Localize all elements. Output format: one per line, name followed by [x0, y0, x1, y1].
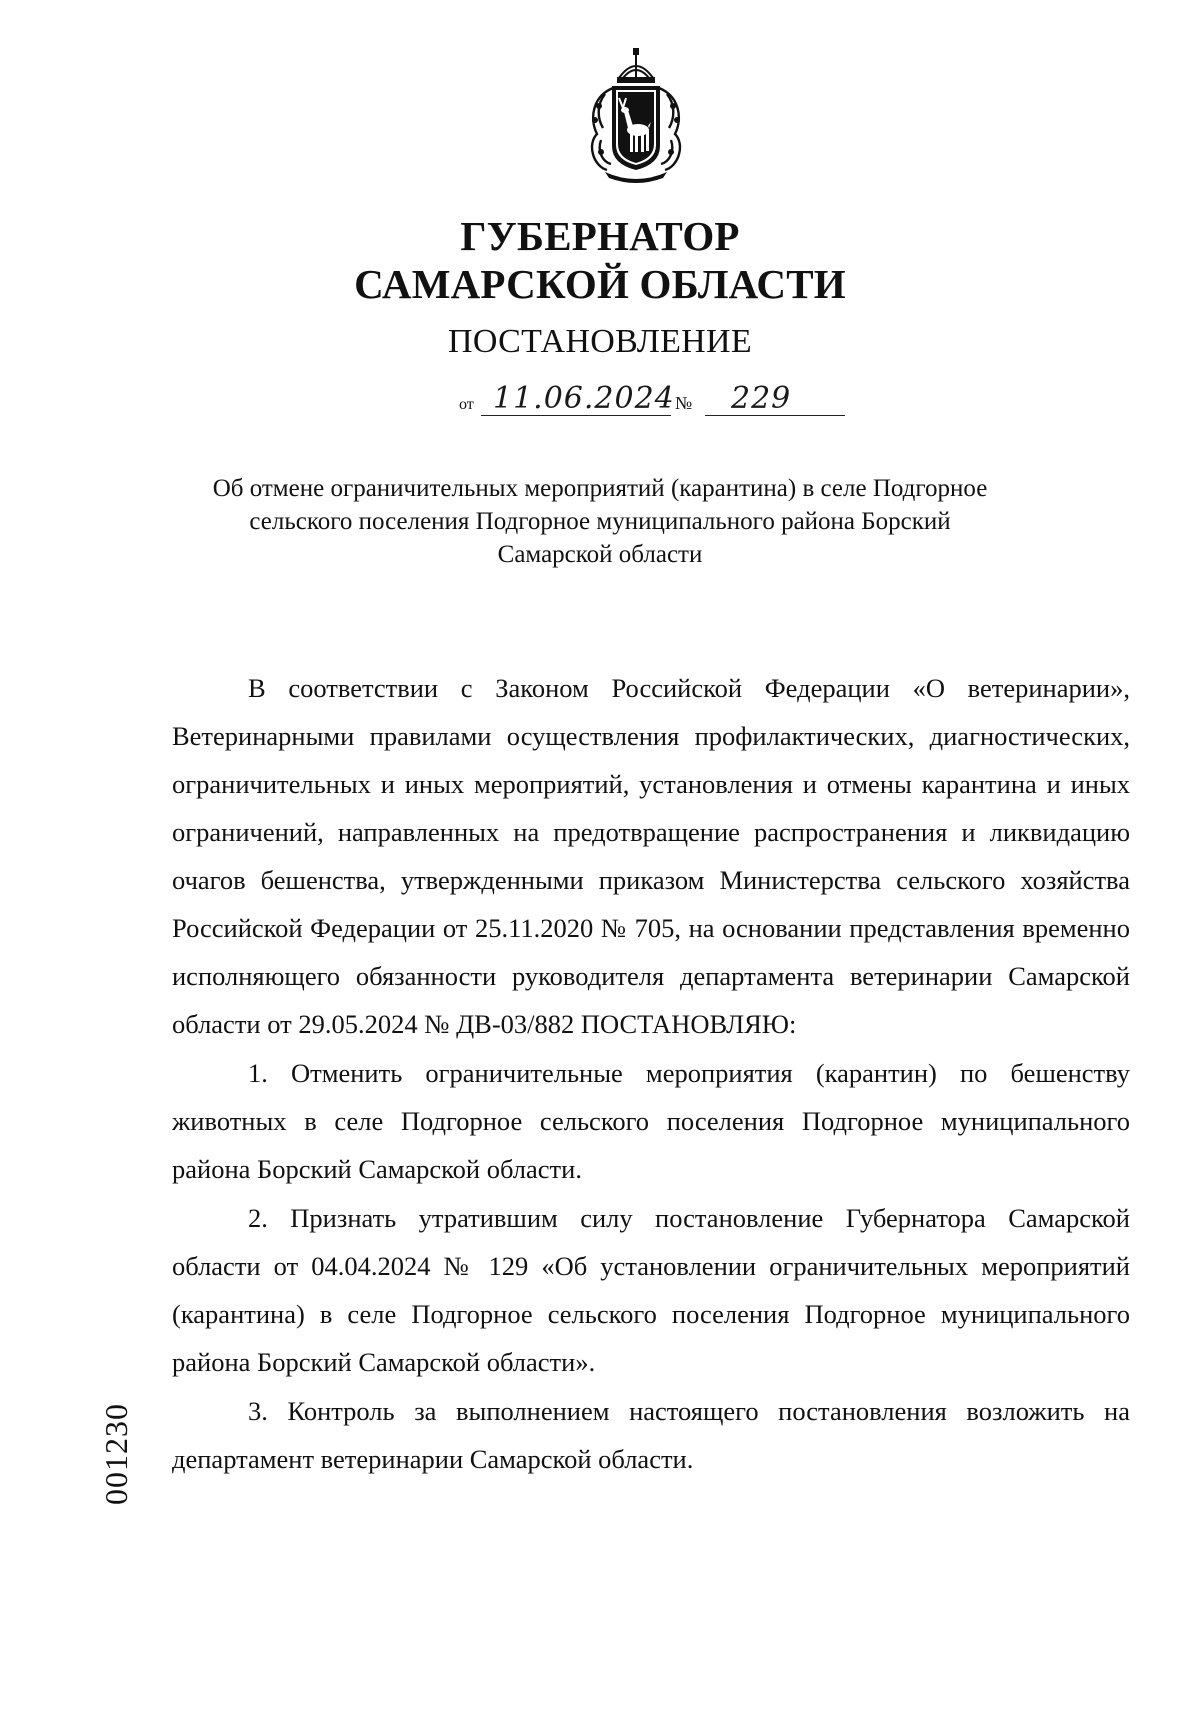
date-label: от [459, 396, 474, 413]
decree-item-1: 1. Отменить ограничительные мероприятия (карантин) по бешенству животных в селе Подгорное сельского поселения Подгорное муниципального района Борский Самарской области. [172, 1058, 1130, 1184]
authority-title-line2: САМАРСКОЙ ОБЛАСТИ [354, 261, 846, 307]
date-number-line [459, 381, 849, 422]
document-subject [150, 472, 1050, 571]
registration-side-number: 001230 [98, 1403, 134, 1505]
decree-item-3: 3. Контроль за выполнением настоящего постановления возложить на департамент ветеринарии Самарской области. [172, 1396, 1130, 1474]
samara-coat-of-arms-icon [583, 48, 689, 186]
preamble-paragraph: В соответствии с Законом Российской Федерации «О ветеринарии», Ветеринарными правилами осуществления профилактических, диагностических, ограничительных и иных мероприятий, установления и отмены карантина и иных ограничений, направленных на предотвращение распространения и ликвидацию очагов бешенства, утвержденными приказом Министерства сельского хозяйства Российской Федерации от 25.11.2020 № 705, на основании представления временно исполняющего обязанности руководителя департамента ветеринарии Самарской области от 29.05.2024 № ДВ-03/882 ПОСТАНОВЛЯЮ: [172, 673, 1130, 1039]
document-body [172, 664, 1130, 1483]
subject-line: Самарской области [497, 541, 703, 568]
subject-line: сельского поселения Подгорное муниципального района Борский [249, 508, 951, 535]
document-type: ПОСТАНОВЛЕНИЕ [448, 323, 752, 360]
handwritten-date: 11.06.2024 [493, 381, 675, 416]
authority-title-line1: ГУБЕРНАТОР [460, 213, 740, 259]
handwritten-number: 229 [731, 381, 792, 416]
number-label: № [675, 393, 693, 413]
decree-item-2: 2. Признать утратившим силу постановление Губернатора Самарской области от 04.04.2024 № 129 «Об установлении ограничительных мероприятий (карантина) в селе Подгорное сельского поселения Подгорное муниципального района Борский Самарской области». [172, 1203, 1130, 1377]
subject-line: Об отмене ограничительных мероприятий (карантина) в селе Подгорное [212, 475, 988, 502]
